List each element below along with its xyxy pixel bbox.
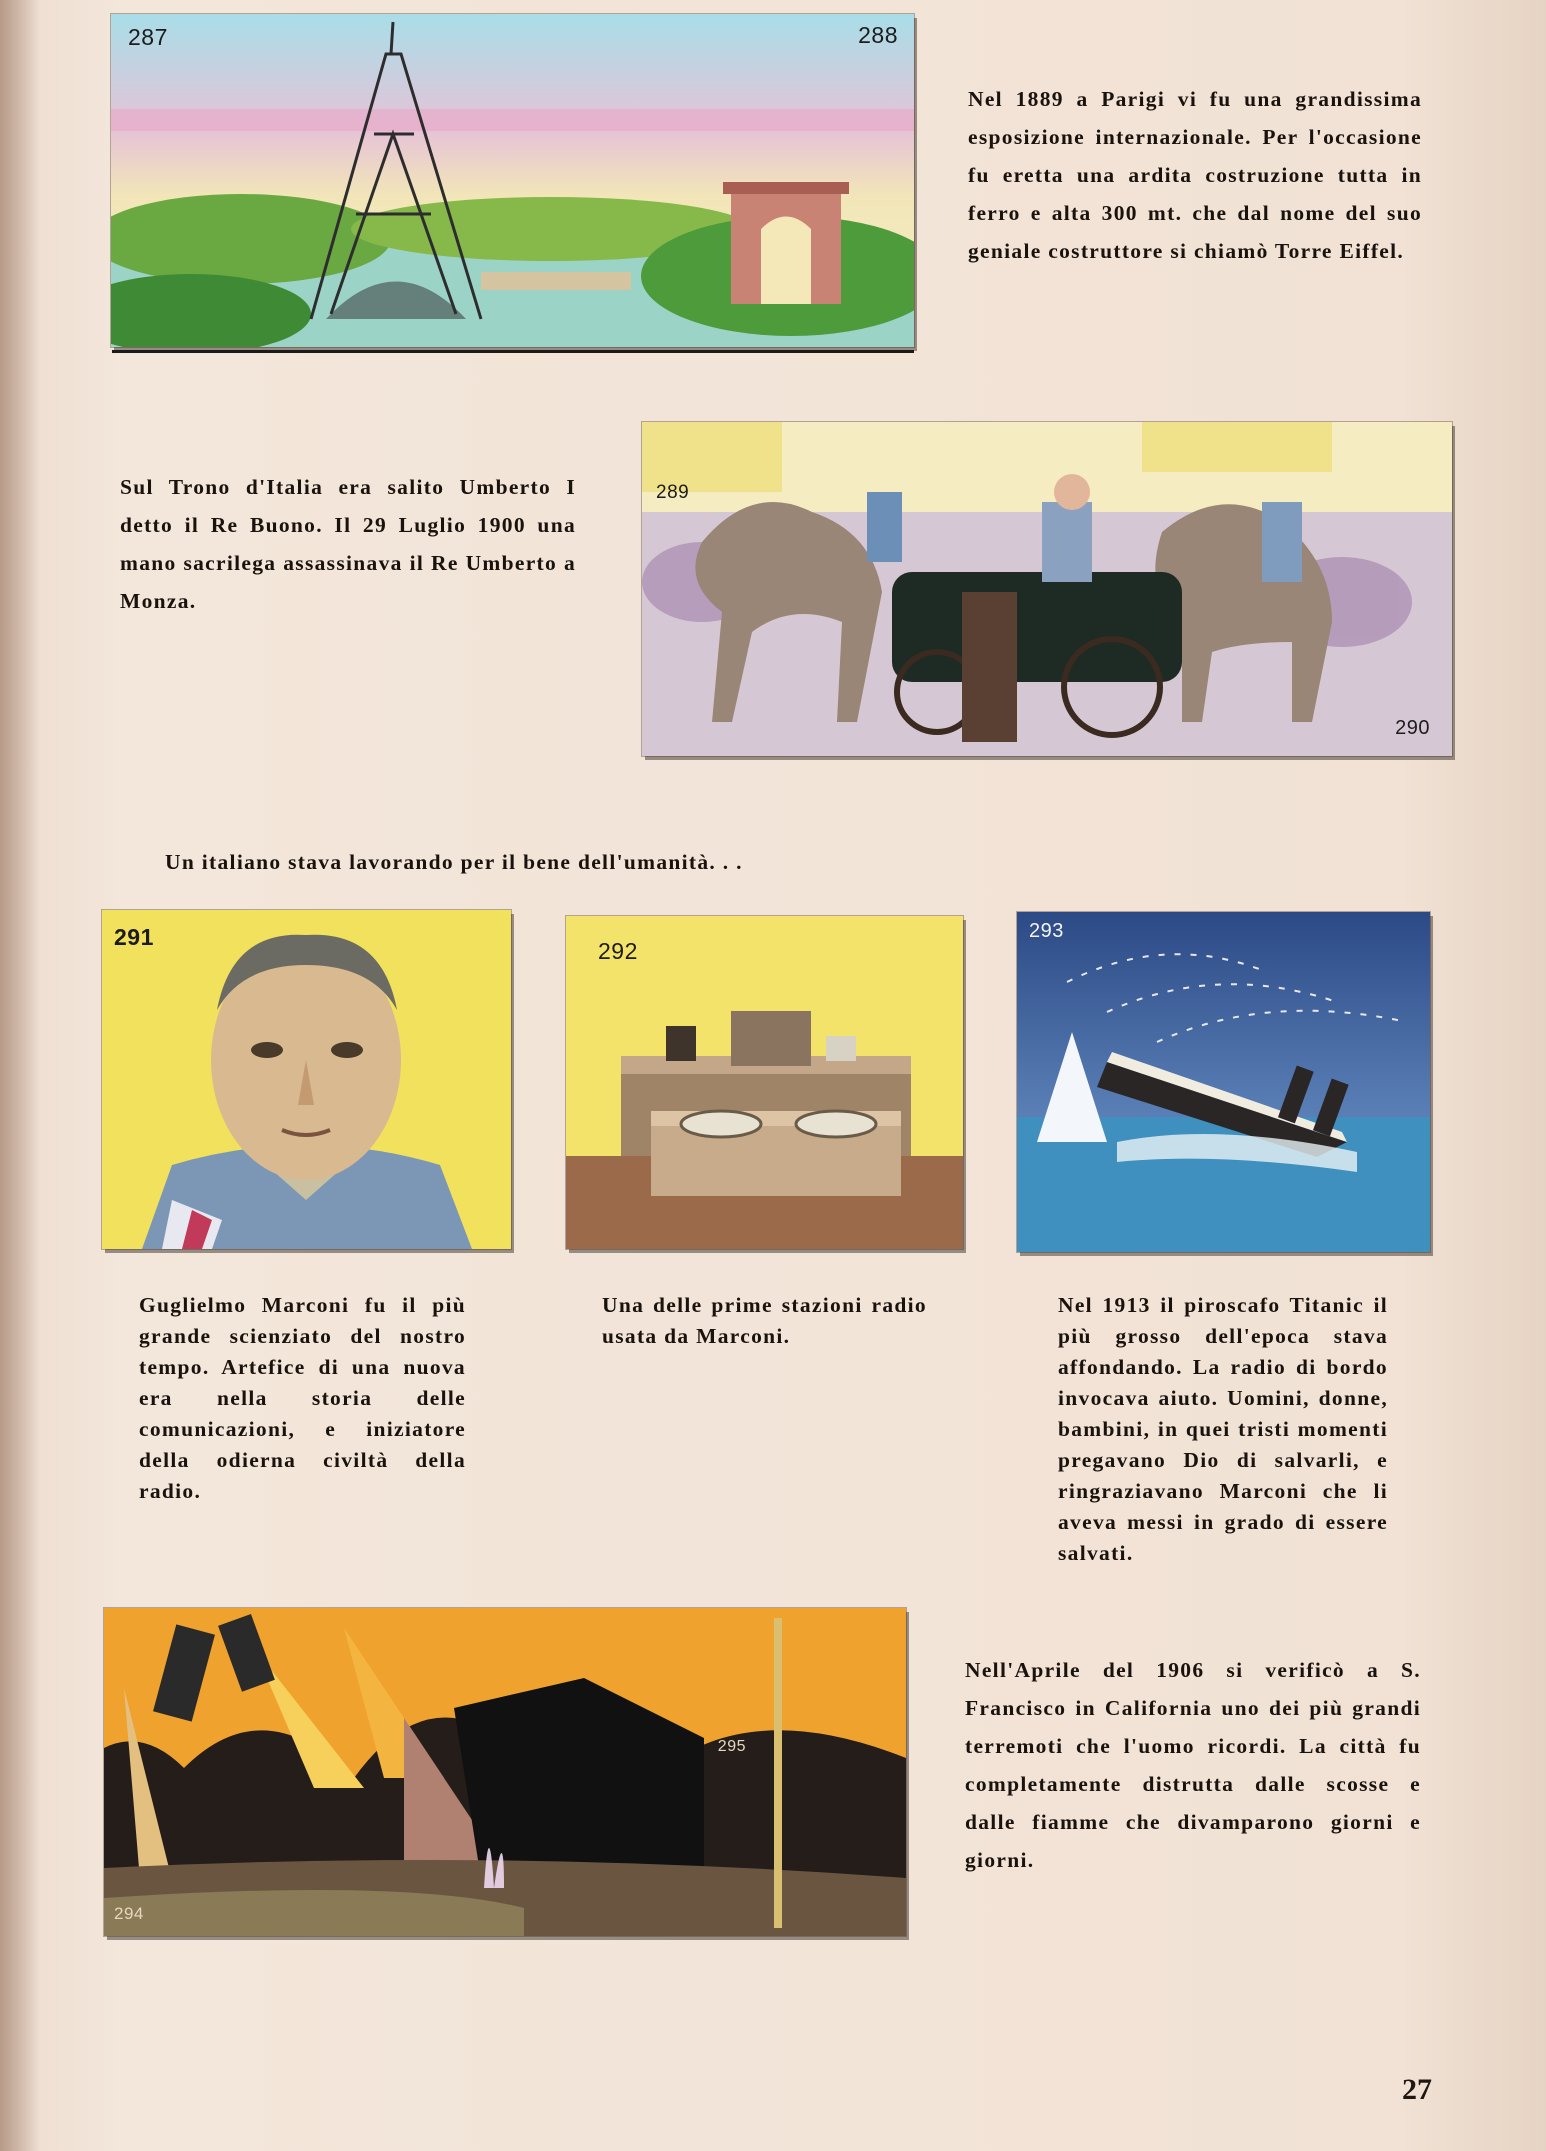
card-number-290: 290 bbox=[1395, 717, 1430, 739]
intro-line: Un italiano stava lavorando per il bene dell'umanità. . . bbox=[165, 850, 743, 874]
card-san-francisco-earthquake bbox=[104, 1608, 906, 1936]
caption-titanic: Nel 1913 il piroscafo Titanic il più grosso dell'epoca stava affondando. La radio di bordo invocava aiuto. Uomini, donne, bambini, in quei tristi momenti pregavano Dio di salvarli, e ringraziavano Marconi che li aveva messi in grado di essere salvati. bbox=[1058, 1293, 1388, 1565]
card-eiffel-tower bbox=[111, 14, 914, 347]
card-number-289: 289 bbox=[656, 482, 690, 503]
card-number-295: 295 bbox=[717, 1738, 746, 1755]
card-number-287: 287 bbox=[128, 24, 168, 50]
card-radio-station bbox=[566, 916, 963, 1249]
card-number-293: 293 bbox=[1029, 920, 1064, 942]
caption-radio-station: Una delle prime stazioni radio usata da Marconi. bbox=[602, 1293, 927, 1348]
card-number-292: 292 bbox=[598, 938, 638, 964]
card-number-294: 294 bbox=[114, 1904, 144, 1923]
card-number-291: 291 bbox=[114, 924, 154, 950]
caption-umberto: Sul Trono d'Italia era salito Umberto I detto il Re Buono. Il 29 Luglio 1900 una mano sacrilega assassinava il Re Umberto a Monza. bbox=[120, 475, 576, 613]
card-titanic bbox=[1017, 912, 1430, 1252]
card-number-288: 288 bbox=[858, 22, 898, 48]
divider-line bbox=[112, 350, 914, 353]
card-umberto-assassination bbox=[642, 422, 1452, 756]
caption-eiffel-tower: Nel 1889 a Parigi vi fu una grandissima esposizione internazionale. Per l'occasione fu eretta una ardita costruzione tutta in ferro e alta 300 mt. che dal nome del suo geniale costruttore si chiamò Torre Eiffel. bbox=[968, 87, 1422, 263]
caption-san-francisco: Nell'Aprile del 1906 si verificò a S. Francisco in California uno dei più grandi terremoti che l'uomo ricordi. La città fu completamente distrutta dalle scosse e dalle fiamme che divamparono giorni e giorni. bbox=[965, 1658, 1421, 1872]
page-gutter-shadow bbox=[0, 0, 40, 2151]
card-marconi-portrait bbox=[102, 910, 511, 1249]
caption-marconi: Guglielmo Marconi fu il più grande scienziato del nostro tempo. Artefice di una nuova era nella storia delle comunicazioni, e iniziatore della odierna civiltà della radio. bbox=[139, 1293, 466, 1503]
page-number: 27 bbox=[1402, 2073, 1432, 2106]
